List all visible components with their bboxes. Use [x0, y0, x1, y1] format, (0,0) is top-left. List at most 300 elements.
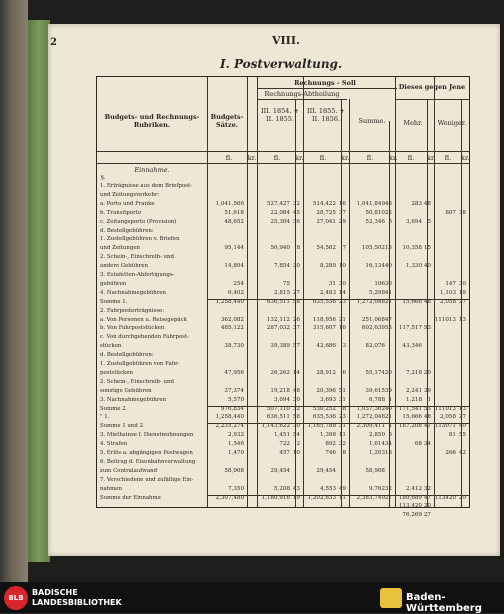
row-value: 34	[423, 441, 431, 448]
row-value: 27	[458, 298, 466, 305]
row-value: 41	[423, 423, 431, 430]
row-value: 14	[292, 369, 300, 376]
row-description: Summe 2.	[100, 405, 128, 412]
row-value: 807	[445, 209, 456, 216]
row-value: 105,502	[361, 245, 385, 252]
row-value: 254	[233, 280, 244, 287]
unit-fl: fl.	[444, 154, 452, 162]
row-value: 31	[338, 423, 346, 430]
row-value: 48	[423, 414, 431, 421]
row-value: 16,134	[365, 263, 385, 270]
row-value: 38,730	[224, 343, 244, 350]
row-value: 48	[292, 387, 300, 394]
row-value: 32	[292, 200, 300, 207]
row-value: 75	[282, 280, 290, 287]
row-value: 602,639	[361, 325, 385, 332]
row-value: 51	[338, 387, 346, 394]
row-value: 58	[292, 298, 300, 305]
row-value: 3,094	[273, 396, 290, 403]
row-value: 9,762	[368, 485, 385, 492]
row-value: 25,304	[270, 218, 290, 225]
library-name	[32, 588, 122, 608]
unit-kr: kr.	[341, 154, 350, 162]
row-description: 1. Zustellgebühren v. Briefen	[100, 236, 180, 243]
page-number: 2	[50, 37, 57, 48]
row-value: 1,103	[439, 289, 456, 296]
row-value: 1,041,849	[356, 200, 385, 207]
row-value: 47,956	[224, 369, 244, 376]
row-value: 19	[292, 494, 300, 501]
row-value: 976,834	[220, 405, 244, 412]
col-1855-header: III. 1855. + II. 1856.	[307, 107, 345, 124]
soll-header: Rechnungs - Soll	[294, 79, 356, 87]
unit-fl: fl.	[273, 154, 281, 162]
col-1854-header: III. 1854. + II. 1855.	[261, 107, 299, 124]
row-value: 1,330	[405, 263, 422, 270]
row-value: 39	[384, 387, 392, 394]
row-value: 1,180,916	[261, 494, 290, 501]
row-description: 6. Beitrag d. Eisenbahnverwaltung	[100, 458, 196, 465]
row-description: andere Gebühren	[100, 263, 148, 270]
row-value: 1,202,833	[307, 494, 336, 501]
row-description: 3. Miethzinse f. Dienstwohnungen	[100, 432, 194, 439]
row-value: 32	[338, 441, 346, 448]
abtheilung-header: Rechnungs-Abtheilung	[264, 90, 340, 98]
row-value: 514,422	[312, 200, 336, 207]
library-name-line2: LANDESBIBLIOTHEK	[32, 598, 122, 607]
book-edge	[0, 0, 28, 582]
chapter-number: VIII.	[272, 34, 300, 47]
row-value: 111013	[434, 405, 456, 412]
section-title: I. Postverwaltung.	[220, 57, 343, 71]
col-divider	[247, 77, 248, 507]
row-description: 1. Zustellgebühren von Fahr-	[100, 361, 180, 367]
row-description: 1. Erträgnisse aus dem Briefpost-	[100, 183, 192, 189]
row-description: c. Zeitungsporto (Provision)	[100, 218, 177, 225]
row-value: 2,058	[439, 414, 456, 421]
row-value: 51,618	[224, 209, 244, 216]
sum-rule	[207, 423, 469, 424]
row-value: 2	[296, 441, 300, 448]
row-value: 1,451	[273, 432, 290, 439]
row-value: 22	[384, 209, 392, 216]
row-value: 45	[292, 209, 300, 216]
row-value: 1	[427, 396, 431, 403]
row-value: 2,932	[227, 432, 244, 439]
row-value: 22,084	[270, 209, 290, 216]
row-value: 3	[342, 343, 346, 350]
row-value: 53	[423, 405, 431, 412]
row-value: 16	[338, 325, 346, 332]
unit-fl: fl.	[366, 154, 374, 162]
row-value: 40	[458, 423, 466, 430]
row-value: 21	[384, 298, 392, 305]
mehr-header: Mehr.	[403, 119, 423, 127]
row-value: 11	[338, 432, 346, 439]
row-description: 5. Erlös a. abgängigen Postwagen	[100, 450, 193, 456]
budget-header: Budgets- Sätze.	[210, 113, 244, 130]
row-value: 7,350	[227, 485, 244, 492]
summe-header: Summe.	[358, 117, 386, 125]
row-value: 48	[384, 200, 392, 207]
row-value: 1,143,622	[261, 423, 290, 430]
row-value: 13	[458, 316, 466, 323]
unit-kr: kr.	[461, 154, 470, 162]
row-value: 6	[342, 369, 346, 376]
row-value: 106	[374, 280, 385, 287]
row-value: 55,174	[365, 369, 385, 376]
row-value: 58	[292, 414, 300, 421]
row-value: 52,346	[365, 218, 385, 225]
row-description: " 1.	[100, 414, 110, 421]
row-value: 2,058	[439, 298, 456, 305]
row-value: 53	[384, 325, 392, 332]
unit-fl: fl.	[319, 154, 327, 162]
row-value: 7,218	[405, 369, 422, 376]
row-description: poststücken	[100, 369, 133, 376]
row-value: 37	[338, 209, 346, 216]
row-description: 3. Nachnahmegebühren	[100, 396, 167, 403]
row-value: 26	[292, 316, 300, 323]
row-description: d. Bestellgebühren:	[100, 227, 154, 234]
row-value: 6,402	[227, 289, 244, 296]
row-value: 57	[292, 343, 300, 350]
row-value: 118,956	[312, 316, 336, 323]
col-divider	[257, 77, 258, 507]
row-value: 27	[292, 289, 300, 296]
row-value: 187,208	[398, 423, 422, 430]
row-description: gebühren	[100, 280, 127, 287]
row-value: 11	[338, 494, 346, 501]
row-value: 29,454	[316, 467, 336, 474]
row-value: 32	[292, 405, 300, 412]
row-value: 53	[423, 325, 431, 332]
row-value: 23	[338, 414, 346, 421]
row-value: 1,614	[368, 441, 385, 448]
row-value: 251,068	[361, 316, 385, 323]
header-rule	[97, 163, 469, 164]
row-value: 507,110	[266, 405, 290, 412]
row-value: 892	[325, 441, 336, 448]
row-value: 20	[458, 494, 466, 501]
header-rule	[97, 151, 469, 152]
row-value: 485,122	[220, 325, 244, 332]
row-value: 13	[458, 405, 466, 412]
row-description: a. Von Personen u. Reisegepäck	[100, 316, 187, 323]
row-value: 31	[338, 396, 346, 403]
row-value: 5	[427, 218, 431, 225]
row-value: 28,725	[316, 209, 336, 216]
row-value: 2,850	[368, 432, 385, 439]
row-value: 171,541	[398, 405, 422, 412]
row-value: 48,652	[224, 218, 244, 225]
row-value: 8,280	[319, 263, 336, 270]
row-value: 43,346	[402, 343, 422, 350]
row-description: 2. Schein-, Einschreib- und	[100, 378, 174, 385]
row-value: 81	[448, 432, 456, 439]
row-value: 20	[423, 503, 431, 510]
row-value: 18	[384, 450, 392, 456]
budget-table	[96, 76, 470, 519]
row-value: 8	[342, 450, 346, 456]
row-value: 2,309,411	[356, 423, 385, 430]
row-value: 27,041	[316, 218, 336, 225]
row-value: 27	[384, 494, 392, 501]
paragraph-mark: §.	[101, 175, 106, 181]
row-value: 5,208	[273, 485, 290, 492]
row-value: 27	[458, 414, 466, 421]
unit-fl: fl.	[407, 154, 415, 162]
blb-logo-icon: BLB	[4, 586, 28, 610]
row-description: Summe 1 und 2.	[100, 423, 145, 430]
row-value: 29,454	[270, 467, 290, 474]
row-value: 55	[458, 432, 466, 439]
row-value: 23	[338, 298, 346, 305]
row-value: 30	[292, 396, 300, 403]
sum-rule	[207, 495, 469, 496]
row-value: 39,615	[365, 387, 385, 394]
row-value: 1,037,362	[356, 405, 385, 412]
row-value: 68	[414, 441, 422, 448]
col-divider	[434, 77, 435, 507]
row-description: b. Von Fahrpoststücken	[100, 325, 165, 332]
row-value: 1,398	[319, 432, 336, 439]
row-description: 2. Schein-, Einschreib- und	[100, 254, 174, 261]
row-description: 7. Verschiedene und zufällige Ein-	[100, 476, 194, 483]
row-value: 54,562	[316, 245, 336, 252]
book-spine	[28, 20, 50, 562]
row-value: 1,203	[368, 450, 385, 456]
col-divider	[207, 77, 208, 507]
row-value: 38	[458, 209, 466, 216]
row-value: 8	[342, 405, 346, 412]
row-value: 113071	[434, 423, 456, 430]
row-value: 20,396	[316, 387, 336, 394]
row-value: 42,686	[316, 343, 336, 350]
row-value: 1,272,048	[356, 414, 385, 421]
row-value: 20	[384, 369, 392, 376]
unit-kr: kr.	[427, 154, 436, 162]
row-value: 39,389	[270, 343, 290, 350]
row-value: 457	[279, 450, 290, 456]
row-value: 2,241	[405, 387, 422, 394]
row-value: 30	[292, 423, 300, 430]
row-value: 10	[292, 450, 300, 456]
row-value: 4,553	[319, 485, 336, 492]
row-description: Summe der Einnahme	[100, 494, 161, 501]
row-value: 636,511	[266, 414, 290, 421]
row-description: 3. Estafetten-Abfertigungs-	[100, 272, 175, 278]
row-description: und Zeitungen	[100, 245, 140, 252]
row-value: 48	[423, 298, 431, 305]
unit-kr: kr.	[389, 154, 398, 162]
row-value: 10	[338, 263, 346, 270]
row-value: 635,536	[312, 298, 336, 305]
row-value: 1,165,788	[307, 423, 336, 430]
row-value: 3,694	[405, 218, 422, 225]
row-description: b. Transitporto	[100, 209, 142, 216]
row-value: 15	[384, 245, 392, 252]
row-value: 50,810	[365, 209, 385, 216]
sum-rule	[207, 406, 469, 407]
state-name: Baden-Württemberg	[406, 592, 482, 614]
einnahme-label: Einnahme.	[134, 166, 170, 174]
row-value: 113,420	[398, 503, 422, 510]
row-value: 8	[296, 245, 300, 252]
row-description: nahmen	[100, 485, 122, 492]
row-value: 722	[279, 441, 290, 448]
row-value: 14	[338, 289, 346, 296]
row-value: 40	[384, 405, 392, 412]
row-value: 47	[423, 494, 431, 501]
row-value: 42	[458, 450, 466, 456]
unit-kr: kr.	[295, 154, 304, 162]
row-value: 5,570	[227, 396, 244, 403]
row-value: 7,854	[273, 263, 290, 270]
row-description: 4. Nachnahmegebühren	[100, 289, 167, 296]
header-rule	[395, 99, 469, 100]
unit-fl: fl.	[225, 154, 233, 162]
row-value: 132,112	[266, 316, 290, 323]
row-description: 4. Strafen	[100, 441, 128, 448]
row-value: 746	[325, 450, 336, 456]
row-value: 2,815	[273, 289, 290, 296]
row-value: 1,258,440	[215, 414, 244, 421]
row-value: 1,546	[227, 441, 244, 448]
row-value: 16	[338, 200, 346, 207]
row-value: 6,788	[368, 396, 385, 403]
row-value: 5,298	[368, 289, 385, 296]
row-value: 30	[338, 280, 346, 287]
row-value: 266	[445, 450, 456, 456]
row-value: 19,218	[270, 387, 290, 394]
row-value: 527,427	[266, 200, 290, 207]
row-value: 283	[411, 200, 422, 207]
row-value: 1,218	[405, 396, 422, 403]
col-divider	[349, 99, 350, 507]
row-value: 117,517	[398, 325, 422, 332]
row-value: 31	[328, 280, 336, 287]
row-value: 26,262	[270, 369, 290, 376]
row-description: c. Von durchgehenden Fahrpost-	[100, 334, 189, 341]
row-value: 7	[342, 245, 346, 252]
row-value: 29	[338, 218, 346, 225]
row-value: 2,383,749	[356, 494, 385, 501]
row-value: 635,536	[312, 414, 336, 421]
row-value: 5	[388, 432, 392, 439]
row-value: 362,082	[220, 316, 244, 323]
row-value: 1,258,440	[215, 298, 244, 305]
row-value: 37	[292, 325, 300, 332]
row-value: 21	[384, 414, 392, 421]
row-value: 15	[423, 245, 431, 252]
library-name-line1: BADISCHE	[32, 588, 78, 597]
row-description: stücken	[100, 343, 122, 350]
row-value: 15,666	[402, 298, 422, 305]
row-value: 2,235,274	[215, 423, 244, 430]
row-value: 40	[423, 263, 431, 270]
row-value: 48	[423, 200, 431, 207]
header-rule	[257, 99, 347, 100]
row-value: 30	[292, 263, 300, 270]
diff-header: Dieses gegen Jene	[398, 83, 466, 91]
row-description: sonstige Gebühren	[100, 387, 152, 394]
row-value: 50,940	[270, 245, 290, 252]
row-description: a. Porto und Franke	[100, 200, 155, 207]
row-value: 58,908	[365, 467, 385, 474]
row-value: 28,912	[316, 369, 336, 376]
row-description: zum Centralaufwand	[100, 467, 158, 474]
weniger-header: Weniger.	[437, 119, 467, 127]
row-description: d. Bestellgebühren:	[100, 352, 154, 359]
row-value: 30	[458, 280, 466, 287]
row-value: 5	[388, 218, 392, 225]
row-value: 147	[445, 280, 456, 287]
row-value: 30	[384, 280, 392, 287]
row-description: 2. Fahrposterträgnisse:	[100, 307, 165, 314]
row-value: 39	[423, 387, 431, 394]
row-value: 58,908	[224, 467, 244, 474]
row-value: 14,804	[224, 263, 244, 270]
row-value: 76,269	[402, 512, 422, 519]
row-description: Summe 1.	[100, 298, 128, 305]
row-value: 43	[292, 485, 300, 492]
row-value: 41	[384, 289, 392, 296]
row-value: 21	[338, 316, 346, 323]
row-value: 287,032	[266, 325, 290, 332]
row-value: 3,693	[319, 396, 336, 403]
row-value: 32	[384, 485, 392, 492]
row-value: 113420	[434, 494, 456, 501]
row-description: und Zeitungsverkehr:	[100, 191, 160, 198]
row-value: 54	[292, 432, 300, 439]
header-rule	[257, 88, 397, 89]
row-value: 36	[292, 218, 300, 225]
row-value: 40	[384, 263, 392, 270]
row-value: 47	[384, 316, 392, 323]
row-value: 49	[338, 485, 346, 492]
row-value: 2,483	[319, 289, 336, 296]
row-value: 1,041,566	[215, 200, 244, 207]
row-value: 2,412	[405, 485, 422, 492]
row-value: 1,470	[227, 450, 244, 456]
row-value: 27	[423, 512, 431, 519]
row-value: 32	[423, 485, 431, 492]
row-value: 530,252	[312, 405, 336, 412]
row-value: 82,076	[365, 343, 385, 350]
row-value: 95,144	[224, 245, 244, 252]
rubric-header: Budgets- und Rechnungs- Rubriken.	[104, 113, 200, 130]
row-value: 37,374	[224, 387, 244, 394]
row-value: 636,511	[266, 298, 290, 305]
row-value: 111013	[434, 316, 456, 323]
sum-rule	[207, 299, 469, 300]
row-value: 315,607	[312, 325, 336, 332]
row-value: 19	[458, 289, 466, 296]
col-divider	[303, 77, 304, 507]
row-value: 20	[423, 369, 431, 376]
bw-coat-of-arms-icon	[380, 588, 402, 608]
row-value: 1	[388, 396, 392, 403]
unit-kr: kr.	[247, 154, 257, 162]
row-value: 1,272,048	[356, 298, 385, 305]
row-value: 1	[388, 423, 392, 430]
row-value: 10,358	[402, 245, 422, 252]
row-value: 189,689	[398, 494, 422, 501]
row-value: 2,307,480	[215, 494, 244, 501]
row-value: 34	[384, 441, 392, 448]
row-value: 15,666	[402, 414, 422, 421]
